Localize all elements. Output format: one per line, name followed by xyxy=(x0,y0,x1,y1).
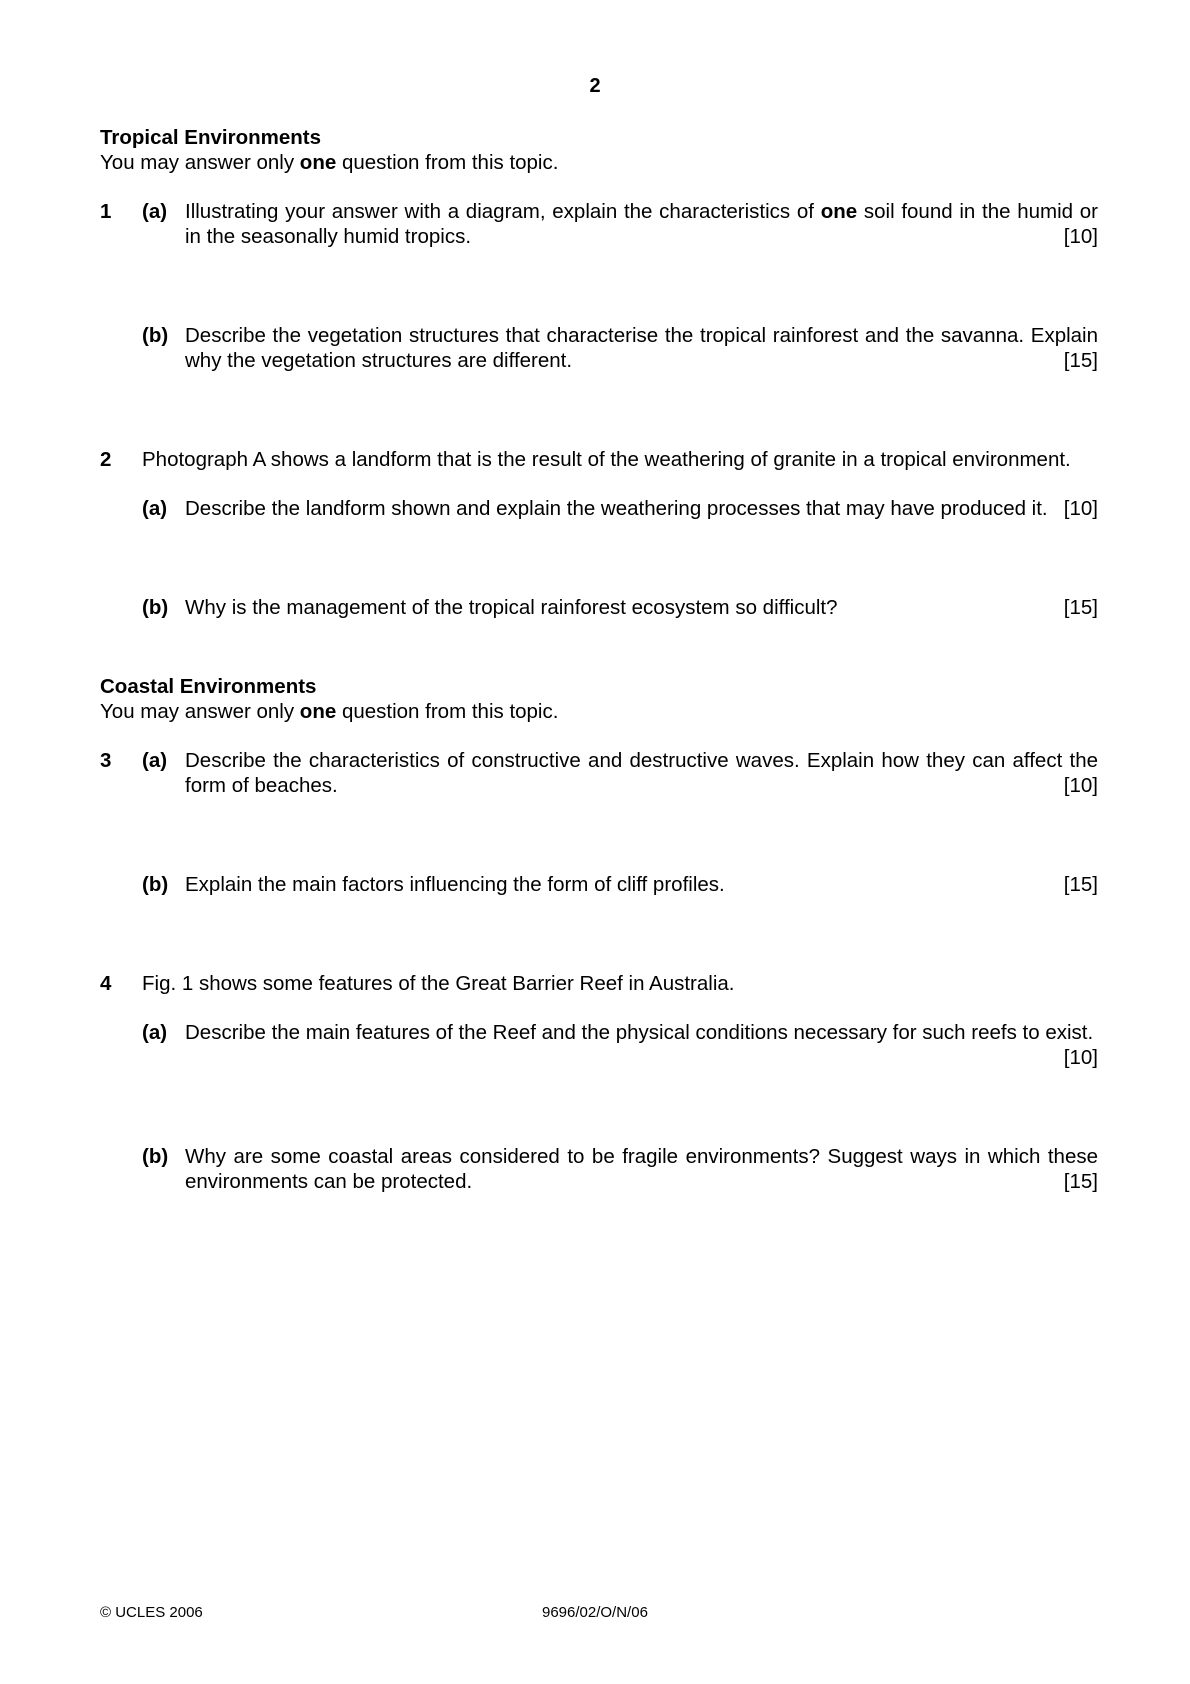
question-part-b xyxy=(142,323,1098,373)
part-text: Describe the vegetation structures that characterise the tropical rainforest and the savanna. Explain why the vegetation structures are different. [15] xyxy=(185,324,1098,372)
question-number: 3 xyxy=(100,749,112,772)
part-text: Describe the landform shown and explain the weathering processes that may have produced it. [10] xyxy=(185,497,1098,520)
section-instruction: You may answer only one question from this topic. xyxy=(100,700,559,723)
question-number: 4 xyxy=(100,972,112,995)
part-text: Why is the management of the tropical rainforest ecosystem so difficult? [15] xyxy=(185,596,1098,619)
question-part-b xyxy=(142,872,1098,897)
question-intro: Fig. 1 shows some features of the Great Barrier Reef in Australia. xyxy=(142,972,735,995)
marks: [10] xyxy=(1063,1046,1098,1069)
part-text: Describe the characteristics of constructive and destructive waves. Explain how they can affect the form of beaches. [10] xyxy=(185,749,1098,797)
part-letter: (b) xyxy=(142,324,169,347)
exam-content xyxy=(100,125,1098,1194)
part-text: Explain the main factors influencing the form of cliff profiles. [15] xyxy=(185,873,1098,896)
question-part-a xyxy=(142,1020,1098,1070)
part-letter: (a) xyxy=(142,497,168,520)
marks: [15] xyxy=(1063,873,1098,896)
footer-copyright: © UCLES 2006 xyxy=(100,1604,203,1621)
marks: [10] xyxy=(1063,774,1098,797)
part-text: Why are some coastal areas considered to be fragile environments? Suggest ways in which these environments can be protected. [15] xyxy=(185,1145,1098,1193)
section-title: Coastal Environments xyxy=(100,675,317,698)
question-part-a xyxy=(142,496,1098,521)
question-part-a xyxy=(142,748,1098,798)
page-number: 2 xyxy=(589,75,601,97)
marks: [10] xyxy=(1063,225,1098,248)
marks: [15] xyxy=(1063,349,1098,372)
section-title: Tropical Environments xyxy=(100,126,321,149)
question-part-a xyxy=(142,199,1098,249)
question-number: 1 xyxy=(100,200,112,223)
question-1 xyxy=(100,199,1098,373)
question-part-b xyxy=(142,595,1098,620)
part-letter: (b) xyxy=(142,1145,169,1168)
question-3 xyxy=(100,748,1098,897)
question-4 xyxy=(100,971,1098,1194)
question-intro: Photograph A shows a landform that is the result of the weathering of granite in a tropical environment. xyxy=(142,448,1071,471)
section-coastal xyxy=(100,674,1098,724)
question-2 xyxy=(100,447,1098,620)
marks: [10] xyxy=(1063,497,1098,520)
marks: [15] xyxy=(1063,596,1098,619)
question-number: 2 xyxy=(100,448,112,471)
footer-paper-code: 9696/02/O/N/06 xyxy=(542,1604,648,1621)
section-instruction: You may answer only one question from this topic. xyxy=(100,151,559,174)
part-letter: (a) xyxy=(142,200,168,223)
part-text: Illustrating your answer with a diagram, explain the characteristics of one soil found in the humid or in the seasonally humid tropics. [10] xyxy=(185,200,1099,248)
marks: [15] xyxy=(1063,1170,1098,1193)
part-letter: (a) xyxy=(142,749,168,772)
question-part-b xyxy=(142,1144,1098,1194)
part-text: Describe the main features of the Reef and the physical conditions necessary for such reefs to exist. [10] xyxy=(185,1021,1098,1069)
section-tropical xyxy=(100,125,1098,175)
part-letter: (a) xyxy=(142,1021,168,1044)
part-letter: (b) xyxy=(142,596,169,619)
part-letter: (b) xyxy=(142,873,169,896)
